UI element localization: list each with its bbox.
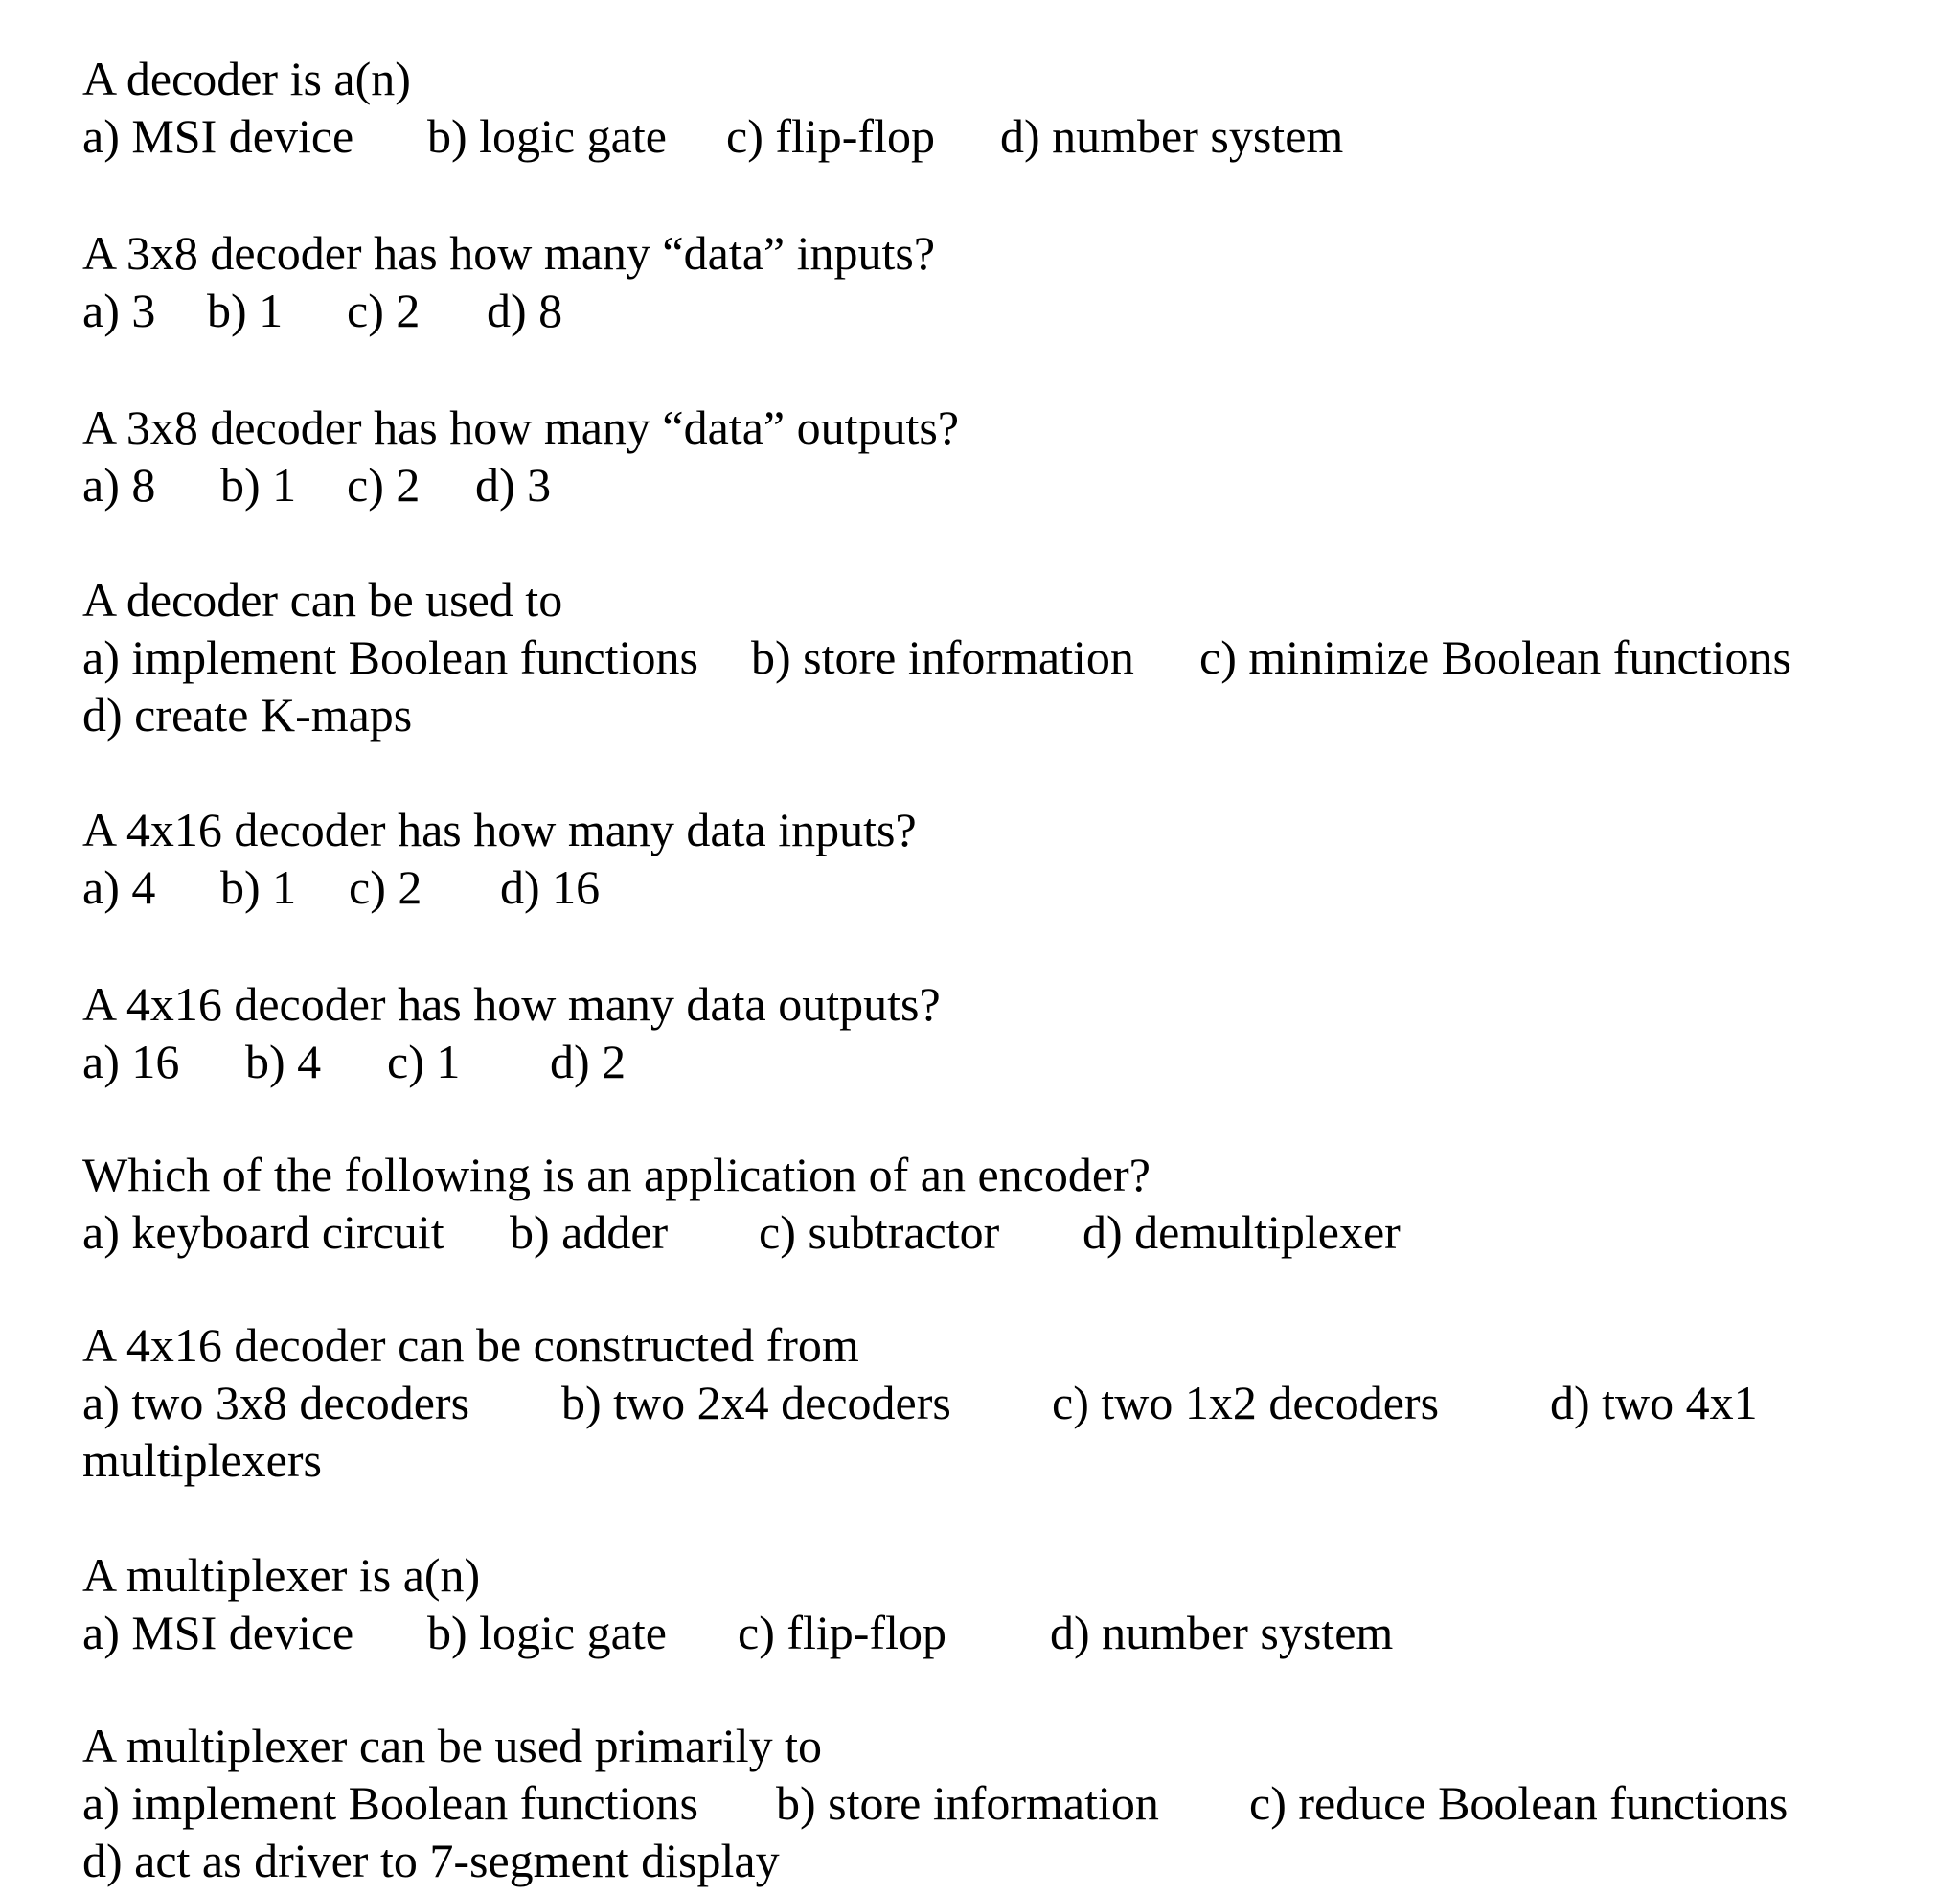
question-block xyxy=(82,1546,1941,1661)
question-block xyxy=(82,801,1941,916)
answer-option: c) flip-flop xyxy=(738,1606,946,1659)
answer-option: c) minimize Boolean functions xyxy=(1199,630,1791,684)
answer-option: d) create K-maps xyxy=(82,688,413,742)
answer-option: a) two 3x8 decoders xyxy=(82,1376,470,1429)
question-text: A decoder is a(n) xyxy=(82,52,411,105)
answer-option: d) demultiplexer xyxy=(1083,1205,1401,1259)
answer-option: a) 4 xyxy=(82,860,156,914)
question-text: A decoder can be used to xyxy=(82,573,563,627)
answer-option: c) 1 xyxy=(387,1035,461,1088)
answer-options-row xyxy=(82,1431,1941,1489)
question-text: Which of the following is an application of an encoder? xyxy=(82,1148,1151,1201)
answer-option: b) two 2x4 decoders xyxy=(561,1376,951,1429)
answer-option: a) implement Boolean functions xyxy=(82,630,698,684)
question-text: A 4x16 decoder has how many data inputs? xyxy=(82,803,917,856)
answer-options-row xyxy=(82,1832,1941,1889)
answer-option: c) 2 xyxy=(349,860,422,914)
answer-option: d) act as driver to 7-segment display xyxy=(82,1834,780,1887)
answer-option: a) 8 xyxy=(82,458,156,512)
answer-option: c) 2 xyxy=(347,284,421,337)
answer-option: a) 16 xyxy=(82,1035,180,1088)
answer-option: d) number system xyxy=(1000,109,1344,163)
answer-option: b) logic gate xyxy=(427,109,667,163)
answer-option: c) reduce Boolean functions xyxy=(1249,1776,1789,1830)
answer-options-row xyxy=(82,1374,1941,1431)
answer-option: b) adder xyxy=(510,1205,669,1259)
question-block xyxy=(82,50,1941,165)
answer-option: a) MSI device xyxy=(82,109,354,163)
answer-option: c) two 1x2 decoders xyxy=(1052,1376,1440,1429)
answer-option: d) 16 xyxy=(500,860,601,914)
answer-option: d) 3 xyxy=(475,458,552,512)
answer-option: b) store information xyxy=(776,1776,1159,1830)
answer-options-row xyxy=(82,858,1941,916)
answer-option: d) two 4x1 xyxy=(1550,1376,1758,1429)
answer-option: c) subtractor xyxy=(759,1205,1000,1259)
question-text: A multiplexer is a(n) xyxy=(82,1548,481,1602)
question-block xyxy=(82,571,1941,743)
answer-option: a) MSI device xyxy=(82,1606,354,1659)
answer-options-row xyxy=(82,282,1941,339)
answer-option: c) 2 xyxy=(347,458,421,512)
answer-options-row xyxy=(82,456,1941,514)
answer-option: a) keyboard circuit xyxy=(82,1205,444,1259)
answer-options-row xyxy=(82,1033,1941,1090)
answer-option: d) 8 xyxy=(487,284,563,337)
question-block xyxy=(82,399,1941,514)
question-block xyxy=(82,224,1941,339)
answer-option: d) 2 xyxy=(550,1035,627,1088)
answer-options-row xyxy=(82,686,1941,743)
question-text: A 4x16 decoder has how many data outputs? xyxy=(82,977,941,1031)
answer-option: b) 1 xyxy=(220,458,297,512)
answer-options-row xyxy=(82,107,1941,165)
answer-options-row xyxy=(82,1774,1941,1832)
answer-option-continuation: multiplexers xyxy=(82,1433,322,1487)
question-block xyxy=(82,1146,1941,1261)
answer-option: d) number system xyxy=(1050,1606,1394,1659)
answer-options-row xyxy=(82,1203,1941,1261)
answer-option: a) 3 xyxy=(82,284,156,337)
answer-options-row xyxy=(82,1604,1941,1661)
question-text: A multiplexer can be used primarily to xyxy=(82,1719,823,1772)
answer-option: b) 1 xyxy=(207,284,284,337)
question-text: A 4x16 decoder can be constructed from xyxy=(82,1318,859,1372)
question-text: A 3x8 decoder has how many “data” inputs? xyxy=(82,226,936,280)
question-block xyxy=(82,1316,1941,1489)
answer-option: b) 1 xyxy=(220,860,297,914)
answer-options-row xyxy=(82,628,1941,686)
question-text: A 3x8 decoder has how many “data” outputs? xyxy=(82,400,960,454)
answer-option: b) 4 xyxy=(245,1035,322,1088)
question-block xyxy=(82,1717,1941,1889)
answer-option: b) logic gate xyxy=(427,1606,667,1659)
question-block xyxy=(82,975,1941,1090)
answer-option: c) flip-flop xyxy=(726,109,935,163)
answer-option: b) store information xyxy=(751,630,1134,684)
answer-option: a) implement Boolean functions xyxy=(82,1776,698,1830)
